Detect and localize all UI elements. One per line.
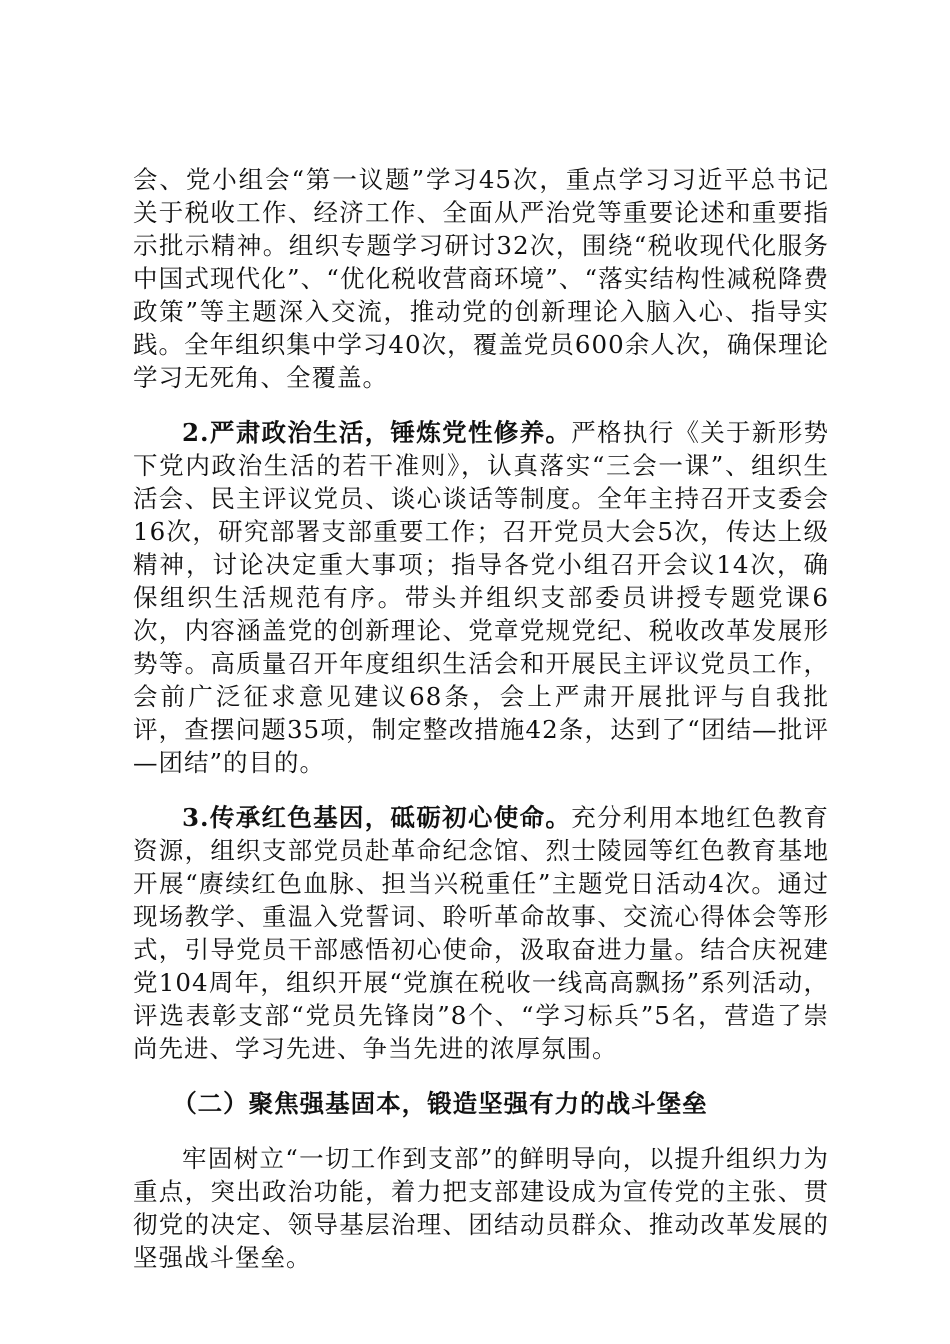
paragraph-text: 会、党小组会“第一议题”学习45次，重点学习习近平总书记关于税收工作、经济工作、全面从严治党等重要论述和重要指示批示精神。组织专题学习研讨32次，围绕“税收现代化服务中国式现代化”、“优化税收营商环境”、“落实结构性减税降费政策”等主题深入交流，推动党的创新理论入脑入心、指导实践。全年组织集中学习40次，覆盖党员600余人次，确保理论学习无死角、全覆盖。: [133, 165, 829, 392]
document-page: [133, 163, 829, 1274]
paragraph-red-gene: [133, 801, 829, 1065]
paragraph-political-life: [133, 416, 829, 779]
paragraph-theory-study: [133, 163, 829, 394]
paragraph-text: 严格执行《关于新形势下党内政治生活的若干准则》，认真落实“三会一课”、组织生活会、民主评议党员、谈心谈话等制度。全年主持召开支委会16次，研究部署支部重要工作；召开党员大会5次，传达上级精神，讨论决定重大事项；指导各党小组召开会议14次，确保组织生活规范有序。带头并组织支部委员讲授专题党课6次，内容涵盖党的创新理论、党章党规党纪、税收改革发展形势等。高质量召开年度组织生活会和开展民主评议党员工作，会前广泛征求意见建议68条，会上严肃开展批评与自我批评，查摆问题35项，制定整改措施42条，达到了“团结—批评—团结”的目的。: [133, 418, 830, 777]
section-heading: （二）聚焦强基固本，锻造坚强有力的战斗堡垒: [172, 1089, 708, 1118]
paragraph-text: 牢固树立“一切工作到支部”的鲜明导向，以提升组织力为重点，突出政治功能，着力把支部建设成为宣传党的主张、贯彻党的决定、领导基层治理、团结动员群众、推动改革发展的坚强战斗堡垒。: [133, 1144, 829, 1272]
paragraph-branch-building: [133, 1142, 829, 1274]
paragraph-lead-heading: 2.严肃政治生活，锤炼党性修养。: [182, 418, 572, 447]
paragraph-text: 充分利用本地红色教育资源，组织支部党员赴革命纪念馆、烈士陵园等红色教育基地开展“赓续红色血脉、担当兴税重任”主题党日活动4次。通过现场教学、重温入党誓词、聆听革命故事、交流心得体会等形式，引导党员干部感悟初心使命，汲取奋进力量。结合庆祝建党104周年，组织开展“党旗在税收一线高高飘扬”系列活动，评选表彰支部“党员先锋岗”8个、“学习标兵”5名，营造了崇尚先进、学习先进、争当先进的浓厚氛围。: [133, 803, 830, 1063]
paragraph-lead-heading: 3.传承红色基因，砥砺初心使命。: [182, 803, 572, 832]
